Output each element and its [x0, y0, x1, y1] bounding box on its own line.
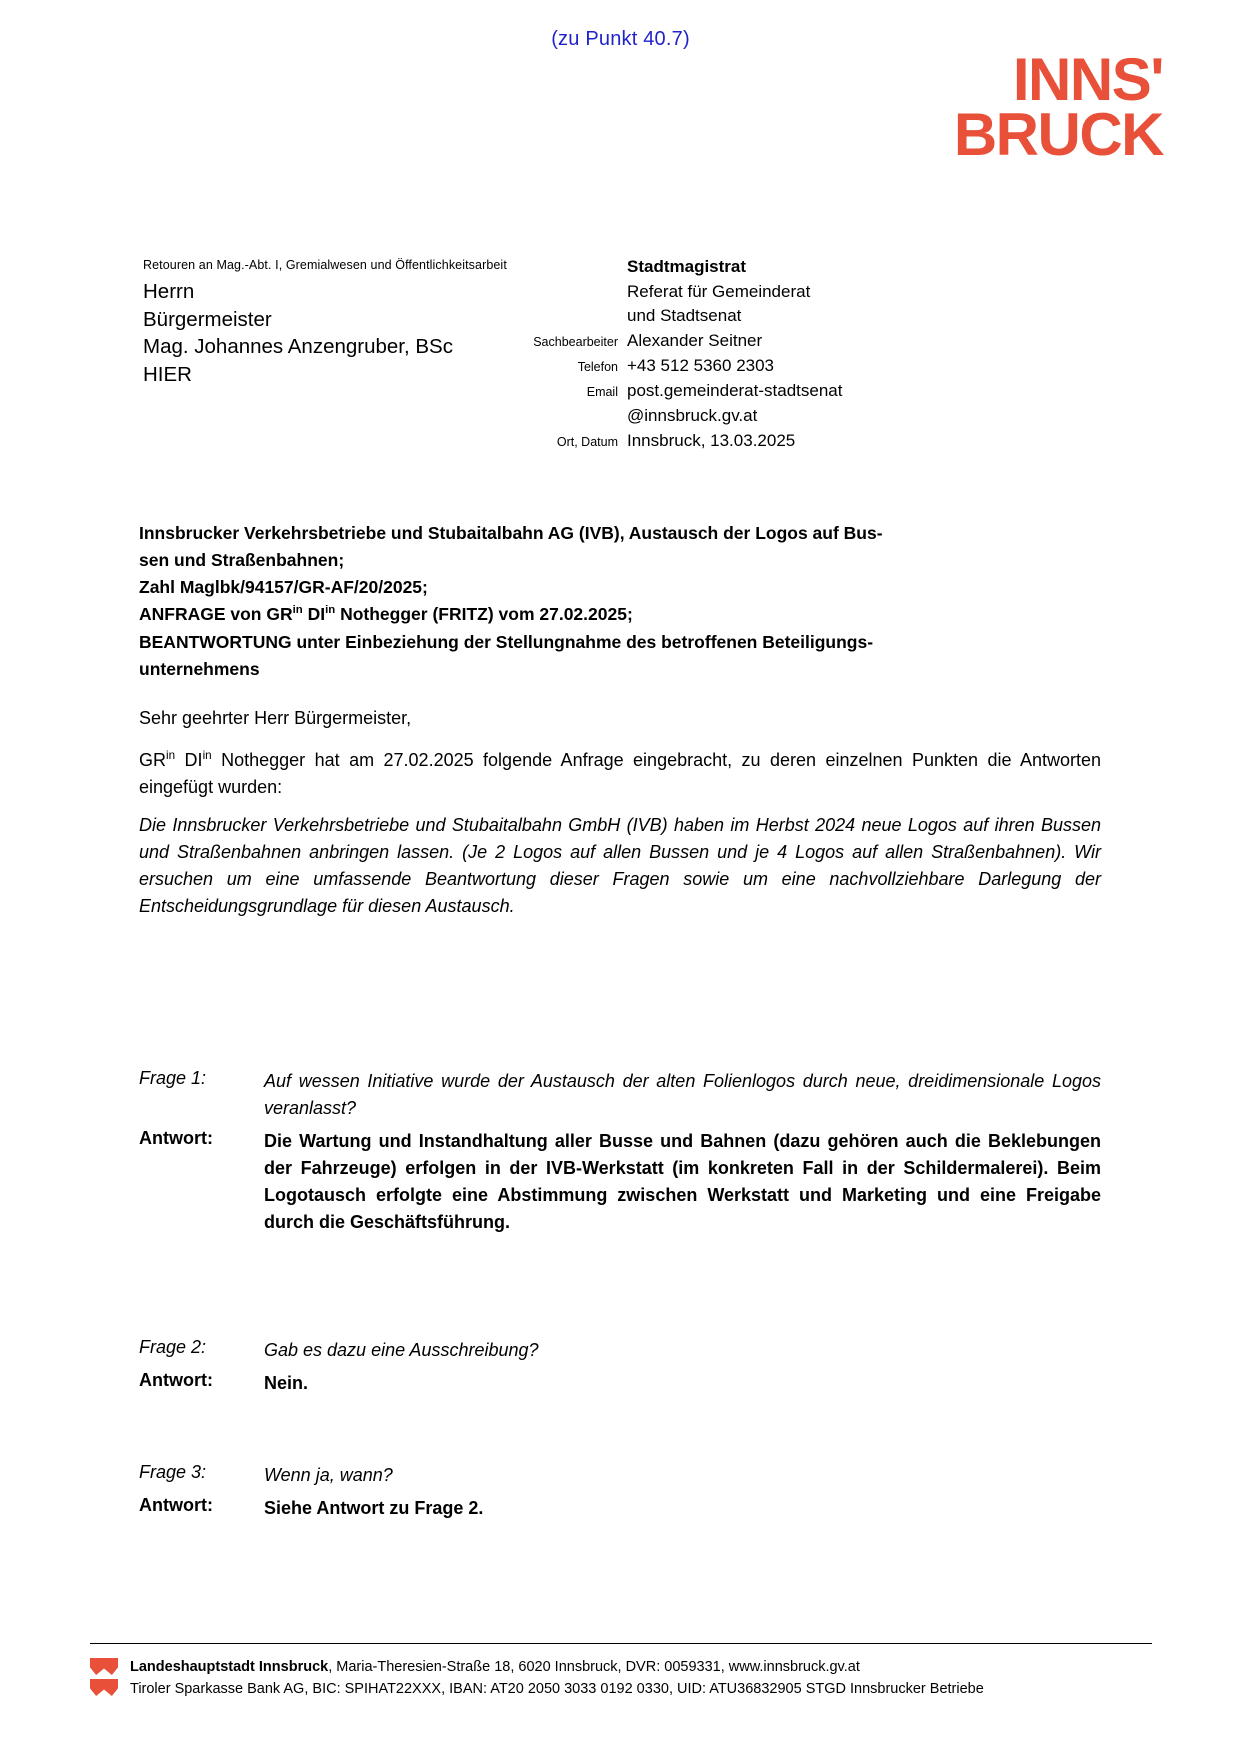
meta-row-ort-datum: [520, 429, 1040, 454]
subject-line-4-prefix: ANFRAGE von GR: [139, 604, 293, 625]
question-text-1: Auf wessen Initiative wurde der Austausch der alten Folienlogos durch neue, dreidimensionale Logos veranlasst?: [264, 1071, 1101, 1118]
intro-sup-1: in: [166, 749, 176, 762]
question-label-2: Frage 2:: [139, 1337, 207, 1357]
answer-row-2: [139, 1370, 1101, 1397]
recipient-line-2: Mag. Johannes Anzengruber, BSc: [143, 335, 453, 359]
coat-of-arms-icon: [90, 1658, 120, 1700]
intro-mid: DI: [175, 750, 203, 770]
recipient-line-1: Bürgermeister: [143, 307, 272, 331]
footer-line-2: Tiroler Sparkasse Bank AG, BIC: SPIHAT22XXX, IBAN: AT20 2050 3033 0192 0330, UID: ATU36832905 STGD Innsbrucker Betriebe: [130, 1681, 984, 1698]
recipient-line-3: HIER: [143, 363, 192, 387]
subject-line-4-sup-2: in: [325, 604, 336, 617]
return-address-line: Retouren an Mag.-Abt. I, Gremialwesen und Öffentlichkeitsarbeit: [143, 258, 507, 272]
subject-line-3: Zahl Maglbk/94157/GR-AF/20/2025;: [139, 577, 428, 598]
subject-line-5: BEANTWORTUNG unter Einbeziehung der Stellungnahme des betroffenen Beteiligungs-: [139, 631, 874, 652]
department-line-2: und Stadtsenat: [627, 306, 742, 326]
footer-address: , Maria-Theresien-Straße 18, 6020 Innsbruck, DVR: 0059331, www.innsbruck.gv.at: [328, 1659, 860, 1675]
question-row-3: [139, 1462, 1101, 1489]
footer-line-1: [130, 1656, 984, 1678]
answer-row-3: [139, 1495, 1101, 1522]
value-email-line-1: post.gemeinderat-stadtsenat: [627, 380, 843, 400]
quoted-request-paragraph: Die Innsbrucker Verkehrsbetriebe und Stubaitalbahn GmbH (IVB) haben im Herbst 2024 neue Logos auf ihren Bussen und Straßenbahnen anbringen lassen. (Je 2 Logos auf allen Bussen und je 4 Logos auf allen Straßenbahnen). Wir ersuchen um eine umfassende Beantwortung dieser Fragen sowie um eine nachvollziehbare Darlegung der Entscheidungsgrundlage für diesen Austausch.: [139, 815, 1101, 916]
answer-label-2: Antwort:: [139, 1370, 213, 1390]
value-email-line-2: @innsbruck.gv.at: [627, 405, 758, 425]
answer-label-3: Antwort:: [139, 1495, 213, 1515]
label-telefon: Telefon: [577, 359, 618, 374]
answer-text-3: Siehe Antwort zu Frage 2.: [264, 1498, 484, 1518]
subject-block: [139, 520, 1099, 683]
qa-block-3: [139, 1462, 1101, 1552]
subject-line-1: Innsbrucker Verkehrsbetriebe und Stubaitalbahn AG (IVB), Austausch der Logos auf Bus-: [139, 523, 883, 543]
subject-line-6: unternehmens: [139, 658, 260, 679]
agenda-point-note: (zu Punkt 40.7): [551, 28, 690, 50]
footer-divider: [90, 1643, 1152, 1644]
footer: [90, 1656, 1160, 1701]
salutation: Sehr geehrter Herr Bürgermeister,: [139, 708, 412, 728]
question-text-3: Wenn ja, wann?: [264, 1465, 393, 1485]
subject-line-4-suffix: Nothegger (FRITZ) vom 27.02.2025;: [335, 604, 633, 625]
question-text-2: Gab es dazu eine Ausschreibung?: [264, 1340, 539, 1360]
answer-row-1: [139, 1128, 1101, 1236]
subject-line-4: [139, 601, 1099, 628]
footer-text: [130, 1656, 984, 1701]
meta-row-telefon: [520, 354, 1040, 379]
intro-suffix: Nothegger hat am 27.02.2025 folgende Anfrage eingebracht, zu deren einzelnen Punkten die Antworten eingefügt wurden:: [139, 750, 1101, 797]
question-row-1: [139, 1068, 1101, 1122]
sender-meta-block: [520, 255, 1040, 454]
label-sachbearbeiter: Sachbearbeiter: [533, 334, 618, 349]
answer-text-2: Nein.: [264, 1373, 309, 1393]
answer-label-1: Antwort:: [139, 1128, 213, 1148]
qa-block-2: [139, 1337, 1101, 1427]
value-ort-datum: Innsbruck, 13.03.2025: [627, 430, 796, 450]
intro-paragraph: [139, 747, 1101, 801]
logo-line-2: BRUCK: [953, 101, 1163, 169]
recipient-line-0: Herrn: [143, 280, 195, 303]
question-label-1: Frage 1:: [139, 1068, 207, 1088]
value-telefon: +43 512 5360 2303: [627, 355, 775, 375]
meta-row-email: [520, 379, 1040, 404]
department-line-1: Referat für Gemeinderat: [627, 281, 811, 301]
intro-sup-2: in: [202, 749, 212, 762]
question-row-2: [139, 1337, 1101, 1364]
meta-row-sachbearbeiter: [520, 329, 1040, 354]
intro-prefix: GR: [139, 750, 166, 770]
label-email: Email: [586, 384, 618, 399]
subject-line-2: sen und Straßenbahnen;: [139, 550, 345, 571]
question-label-3: Frage 3:: [139, 1462, 207, 1482]
value-sachbearbeiter: Alexander Seitner: [627, 330, 763, 350]
subject-line-4-mid: DI: [302, 604, 326, 625]
answer-text-1: Die Wartung und Instandhaltung aller Busse und Bahnen (dazu gehören auch die Beklebungen der Fahrzeuge) erfolgen in der IVB-Werkstatt (im konkreten Fall in der Schildermalerei). Beim Logotausch erfolgte eine Abstimmung zwischen Werkstatt und Marketing und eine Freigabe durch die Geschäftsführung.: [264, 1131, 1101, 1232]
office-name: Stadtmagistrat: [627, 257, 747, 276]
logo-line-1: INNS': [1012, 46, 1163, 113]
subject-line-4-sup-1: in: [292, 604, 303, 617]
innsbruck-logo: [953, 46, 1163, 169]
qa-block-1: [139, 1068, 1101, 1266]
recipient-block: [143, 278, 453, 389]
label-ort-datum: Ort, Datum: [556, 434, 618, 449]
footer-city-name: Landeshauptstadt Innsbruck: [130, 1659, 329, 1675]
